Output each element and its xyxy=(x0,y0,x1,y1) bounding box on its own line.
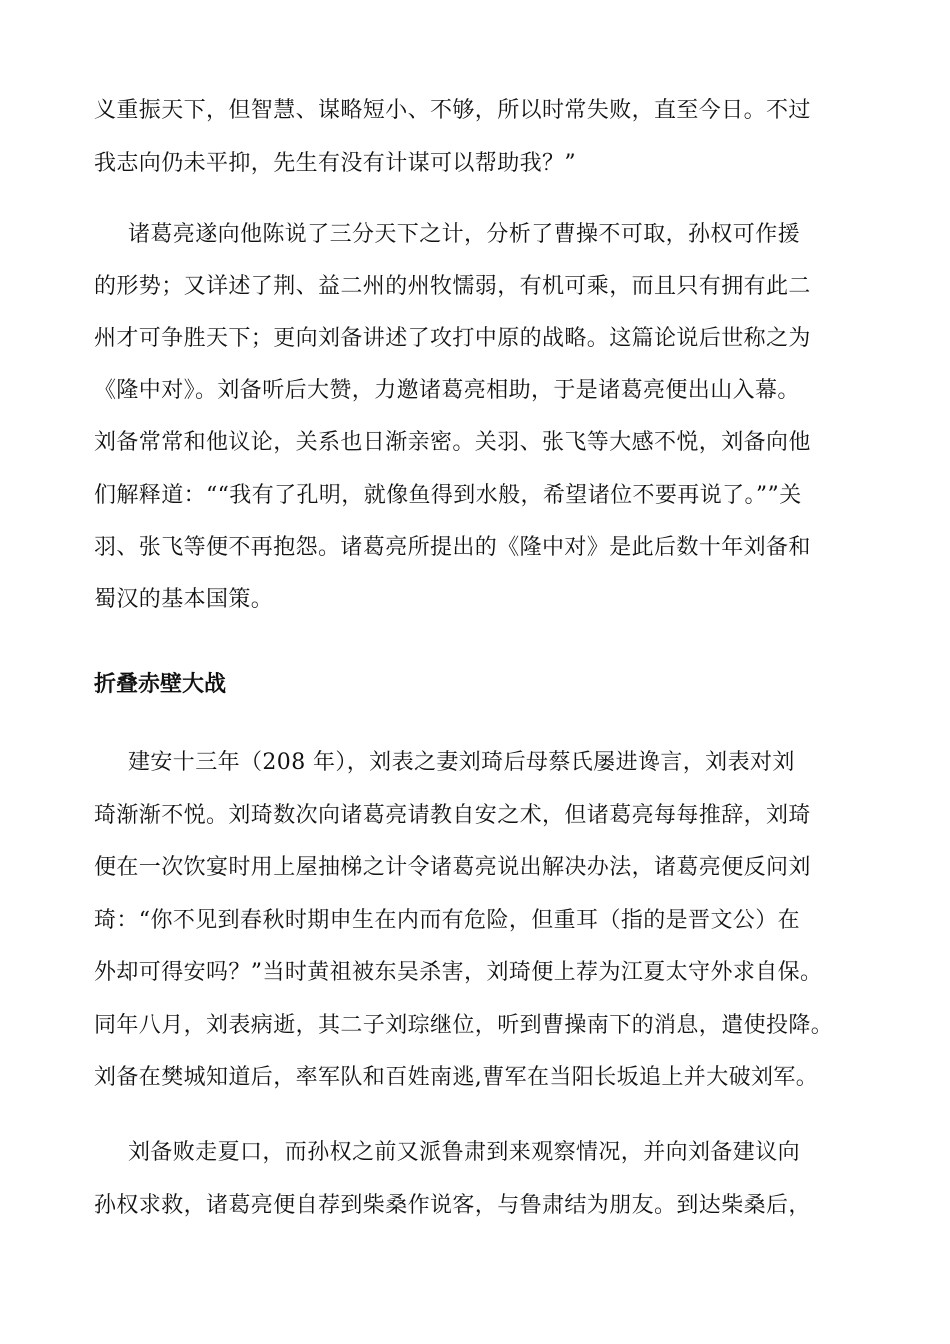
text-line: 同年八月，刘表病逝，其二子刘琮继位，听到曹操南下的消息，遣使投降。 xyxy=(94,1013,834,1038)
text-line: 们解释道：““我有了孔明，就像鱼得到水般，希望诸位不要再说了。””关 xyxy=(94,483,802,508)
text-line: 孙权求救，诸葛亮便自荐到柴桑作说客，与鲁肃结为朋友。到达柴桑后， xyxy=(94,1193,811,1218)
text-line: 《隆中对》。刘备听后大赞，力邀诸葛亮相助，于是诸葛亮便出山入幕。 xyxy=(94,378,800,403)
text-line: 诸葛亮遂向他陈说了三分天下之计，分析了曹操不可取，孙权可作援 xyxy=(128,222,801,247)
text-line: 刘备在樊城知道后，率军队和百姓南逃,曹军在当阳长坂追上并大破刘军。 xyxy=(94,1065,819,1090)
text-line: 便在一次饮宴时用上屋抽梯之计令诸葛亮说出解决办法，诸葛亮便反问刘 xyxy=(94,855,811,880)
text-line: 羽、张飞等便不再抱怨。诸葛亮所提出的《隆中对》是此后数十年刘备和 xyxy=(94,535,811,560)
text-line: 外却可得安吗？”当时黄祖被东吴杀害，刘琦便上荐为江夏太守外求自保。 xyxy=(94,960,823,985)
text-line: 刘备常常和他议论，关系也日渐亲密。关羽、张飞等大感不悦，刘备向他 xyxy=(94,430,811,455)
section-heading: 折叠赤壁大战 xyxy=(94,672,227,697)
text-line: 刘备败走夏口，而孙权之前又派鲁肃到来观察情况，并向刘备建议向 xyxy=(128,1140,801,1165)
text-line: 的形势；又详述了荆、益二州的州牧懦弱，有机可乘，而且只有拥有此二 xyxy=(94,274,811,299)
text-line: 琦：“你不见到春秋时期申生在内而有危险，但重耳（指的是晋文公）在 xyxy=(94,908,801,933)
text-line: 义重振天下，但智慧、谋略短小、不够，所以时常失败，直至今日。不过 xyxy=(94,98,811,123)
text-line: 州才可争胜天下；更向刘备讲述了攻打中原的战略。这篇论说后世称之为 xyxy=(94,326,811,351)
text-line: 琦渐渐不悦。刘琦数次向诸葛亮请教自安之术，但诸葛亮每每推辞，刘琦 xyxy=(94,803,811,828)
text-line: 我志向仍未平抑，先生有没有计谋可以帮助我？” xyxy=(94,151,577,176)
text-line: 建安十三年（208 年），刘表之妻刘琦后母蔡氏屡进谗言，刘表对刘 xyxy=(128,750,795,775)
text-line: 蜀汉的基本国策。 xyxy=(94,587,274,612)
